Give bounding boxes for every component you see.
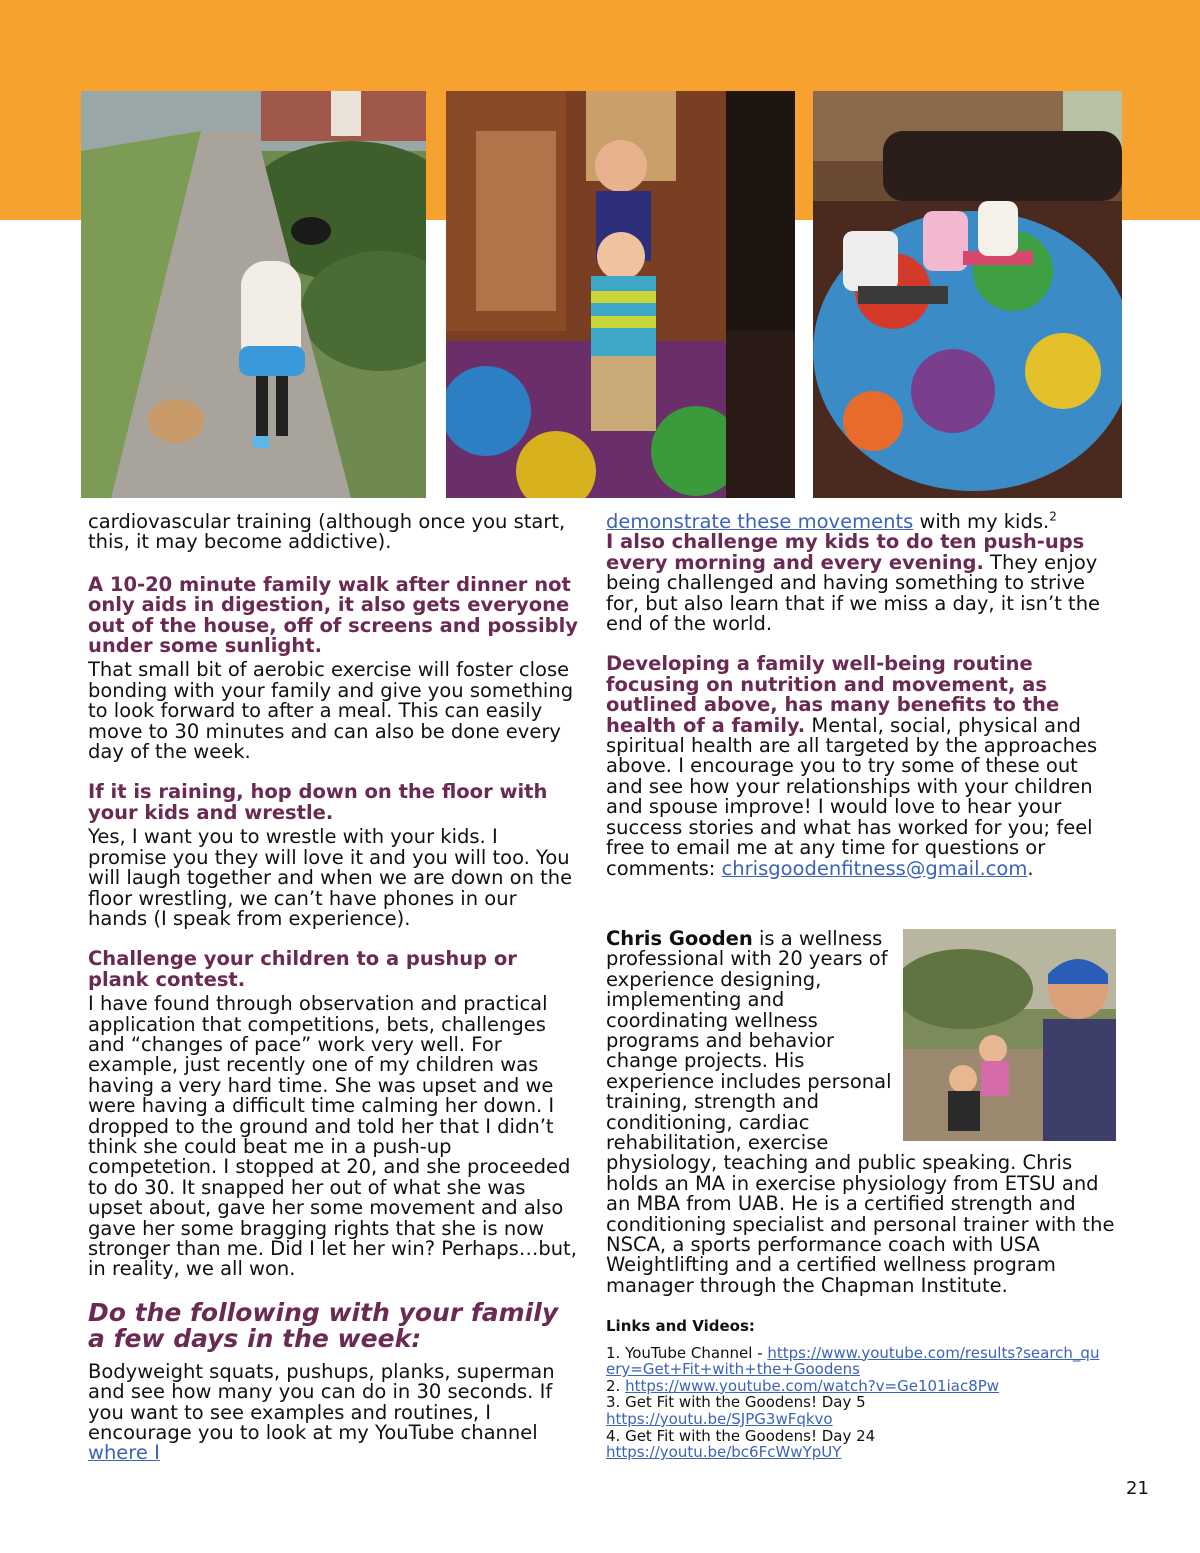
paragraph-text: Bodyweight squats, pushups, planks, superman and see how many you can do in 30 seconds. If you want to see examples and routines, I encourage you to look at my YouTube channel	[88, 1359, 555, 1445]
link-item: 4. Get Fit with the Goodens! Day 24	[606, 1426, 876, 1445]
paragraph-text: is a wellness professional with 20 years of experience designing, implementing and coordinating wellness programs and behavior change projects. His experience includes personal training, strength and conditioning, cardiac rehabilitation, exercise physiology, teaching and public speaking. Chris holds an MA in exercise physiology from ETSU and an MBA from UAB. He is a certified strength and conditioning specialist and personal trainer with the NSCA, a sports performance coach with USA Weightlifting and a certified wellness program manager through the Chapman Institute.	[606, 926, 1115, 1297]
photo-kids-plank	[813, 91, 1122, 498]
paragraph	[88, 1359, 580, 1465]
youtube-channel-url[interactable]: https://www.youtube.com/results?search_query=Get+Fit+with+the+Goodens	[606, 1343, 1100, 1379]
links-and-videos	[606, 1318, 1106, 1461]
link-item	[606, 1378, 1106, 1395]
paragraph: That small bit of aerobic exercise will foster close bonding with your family and give you something to look forward to after a meal. This can easily move to 30 minutes and can also be done every day of the week.	[88, 658, 574, 764]
section-heading: A 10-20 minute family walk after dinner not only aids in digestion, it also gets everyone out of the house, off of screens and possibly under some sunlight.	[88, 572, 579, 658]
paragraph-text: .	[1027, 856, 1034, 880]
link-item	[606, 1444, 1106, 1461]
links-title: Links and Videos:	[606, 1317, 755, 1335]
paragraph	[606, 509, 1116, 533]
author-photo	[903, 929, 1116, 1141]
paragraph-text: They enjoy being challenged and having something to strive for, but also learn that if we miss a day, it isn’t the end of the world.	[606, 550, 1101, 636]
email-link[interactable]: chrisgoodenfitness@gmail.com	[721, 856, 1028, 880]
paragraph	[606, 532, 1116, 634]
link-label: 2.	[606, 1376, 626, 1395]
paragraph: I have found through observation and practical application that competitions, bets, challenges and “changes of pace” work very well. For example, just recently one of my children was having a very hard time. She was upset and we were having a difficult time calming her down. I dropped to the ground and told her that I didn’t think she could beat me in a push-up competetion. I stopped at 20, and she proceeded to do 30. It snapped her out of what she was upset about, gave her some movement and also gave her some bragging rights that she is now stronger than me. Did I let her win? Perhaps…but, in reality, we all won.	[88, 992, 577, 1281]
video-url-3[interactable]: https://youtu.be/SJPG3wFqkvo	[606, 1409, 833, 1428]
paragraph-text: Mental, social, physical and spiritual health are all targeted by the approaches above. I encourage you to try some of these out and see how your relationships with your children and spouse improve! I would love to hear your success stories and what has worked for you; feel free to email me at any time for questions or comments:	[606, 713, 1098, 880]
photo-kids-wrestling	[446, 91, 795, 498]
paragraph: Yes, I want you to wrestle with your kids. I promise you they will love it and you will too. You will laugh together and when we are down on the floor wrestling, we can’t have phones in our hands (I speak from experience).	[88, 825, 573, 930]
left-column	[88, 512, 580, 1464]
page-number: 21	[1126, 1478, 1149, 1499]
paragraph-text: with my kids.	[913, 510, 1050, 533]
link-item	[606, 1411, 1106, 1428]
link-item	[606, 1345, 1106, 1378]
author-name: Chris Gooden	[606, 926, 753, 950]
right-column	[606, 509, 1116, 1297]
section-heading: Developing a family well-being routine focusing on nutrition and movement, as outlined above, has many benefits to the health of a family.	[606, 652, 1060, 737]
link-item: 3. Get Fit with the Goodens! Day 5	[606, 1393, 866, 1412]
section-heading: Challenge your children to a pushup or plank contest.	[88, 947, 517, 991]
video-url-2[interactable]: https://www.youtube.com/watch?v=Ge101iac8Pw	[625, 1376, 1000, 1395]
youtube-channel-link[interactable]: where I	[88, 1441, 160, 1465]
exercise-heading: Do the following with your family a few days in the week:	[88, 1297, 559, 1353]
link-label: 1. YouTube Channel -	[606, 1343, 768, 1362]
demonstrate-movements-link[interactable]: demonstrate these movements	[606, 510, 914, 533]
author-bio	[606, 926, 1116, 1297]
paragraph	[606, 654, 1116, 878]
section-heading: If it is raining, hop down on the floor with your kids and wrestle.	[88, 780, 548, 824]
video-url-4[interactable]: https://youtu.be/bc6FcWwYpUY	[606, 1443, 842, 1462]
footnote-ref: 2	[1049, 509, 1057, 524]
photo-family-walk	[81, 91, 426, 498]
section-heading: I also challenge my kids to do ten push-ups every morning and every evening.	[606, 530, 1085, 574]
paragraph: cardiovascular training (although once you start, this, it may become addictive).	[88, 510, 566, 554]
